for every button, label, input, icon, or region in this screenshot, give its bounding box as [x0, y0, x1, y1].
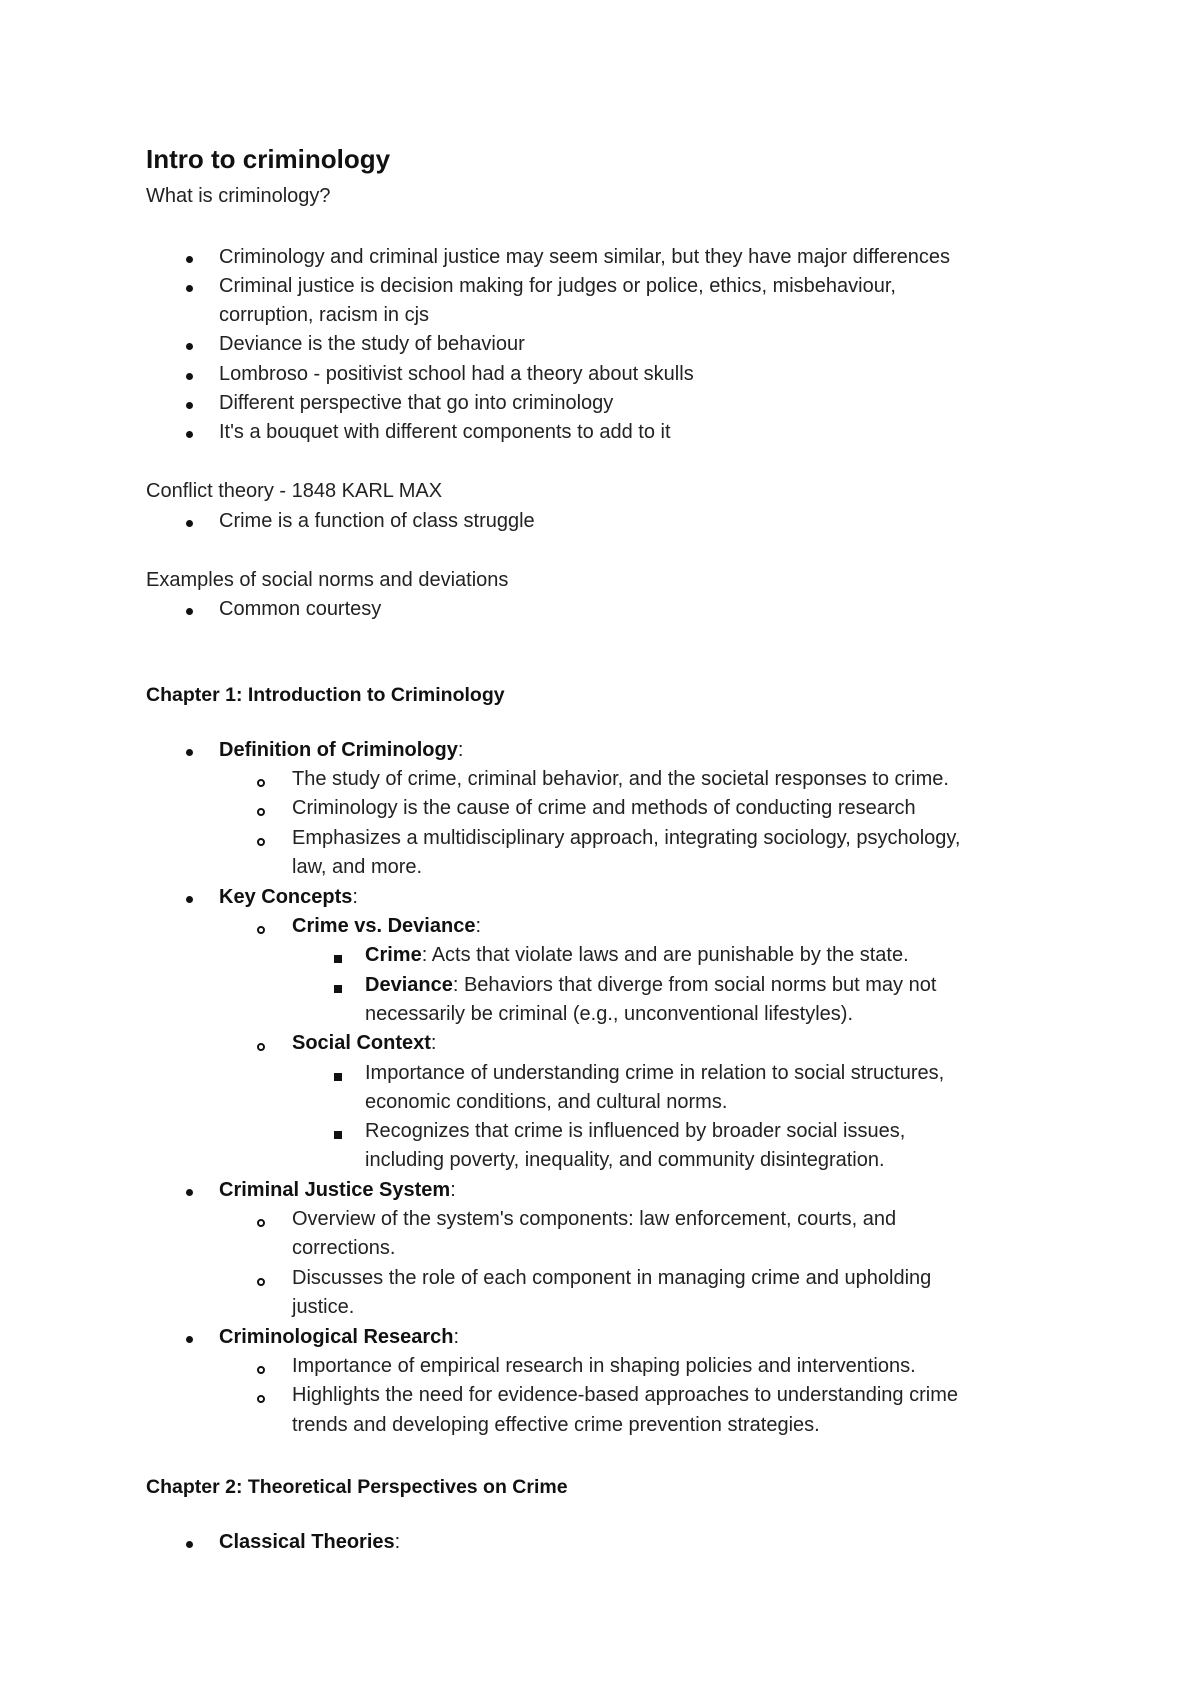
- list-item: Criminology is the cause of crime and methods of conducting research: [292, 797, 916, 819]
- bullet-circle: [257, 1219, 265, 1227]
- section-heading-conflict: Conflict theory - 1848 KARL MAX: [146, 480, 443, 502]
- list-item: Common courtesy: [219, 598, 382, 620]
- list-item: Overview of the system's components: law enforcement, courts, and: [292, 1208, 897, 1230]
- list-item: Different perspective that go into criminology: [219, 392, 614, 414]
- section-heading-norms: Examples of social norms and deviations: [146, 569, 509, 591]
- bullet-dot: [186, 520, 193, 527]
- bullet-square: [334, 1131, 342, 1139]
- bullet-dot: [186, 373, 193, 380]
- document-subtitle: What is criminology?: [146, 185, 331, 207]
- bullet-square: [334, 985, 342, 993]
- list-item-continuation: economic conditions, and cultural norms.: [365, 1091, 728, 1113]
- list-item-continuation: corrections.: [292, 1237, 396, 1259]
- list-item-continuation: justice.: [292, 1296, 355, 1318]
- list-item-continuation: law, and more.: [292, 856, 423, 878]
- list-item-research: Criminological Research:: [219, 1326, 460, 1348]
- bullet-square: [334, 955, 342, 963]
- list-item-crime: Crime: Acts that violate laws and are punishable by the state.: [365, 944, 909, 966]
- bullet-dot: [186, 402, 193, 409]
- bullet-circle: [257, 926, 265, 934]
- bullet-circle: [257, 1366, 265, 1374]
- bullet-dot: [186, 256, 193, 263]
- bullet-dot: [186, 608, 193, 615]
- list-item: Discusses the role of each component in managing crime and upholding: [292, 1267, 932, 1289]
- list-item-crime-vs-deviance: Crime vs. Deviance:: [292, 915, 481, 937]
- list-item-continuation: corruption, racism in cjs: [219, 304, 430, 326]
- list-item: It's a bouquet with different components to add to it: [219, 421, 671, 443]
- chapter-2-heading: Chapter 2: Theoretical Perspectives on Crime: [146, 1476, 568, 1498]
- bullet-circle: [257, 838, 265, 846]
- list-item: Criminal justice is decision making for judges or police, ethics, misbehaviour,: [219, 275, 896, 297]
- bullet-dot: [186, 1189, 193, 1196]
- key-concepts-label: Key Concepts: [219, 886, 353, 908]
- list-item: Deviance is the study of behaviour: [219, 333, 525, 355]
- bullet-circle: [257, 1043, 265, 1051]
- list-item: Importance of empirical research in shaping policies and interventions.: [292, 1355, 916, 1377]
- bullet-circle: [257, 1278, 265, 1286]
- bullet-square: [334, 1073, 342, 1081]
- bullet-circle: [257, 779, 265, 787]
- list-item-deviance: Deviance: Behaviors that diverge from social norms but may not: [365, 974, 937, 996]
- chapter-1-heading: Chapter 1: Introduction to Criminology: [146, 684, 505, 706]
- list-item: Recognizes that crime is influenced by broader social issues,: [365, 1120, 906, 1142]
- list-item: Highlights the need for evidence-based approaches to understanding crime: [292, 1384, 958, 1406]
- bullet-dot: [186, 749, 193, 756]
- list-item-key-concepts: Key Concepts:: [219, 886, 358, 908]
- bullet-dot: [186, 1541, 193, 1548]
- bullet-circle: [257, 1395, 265, 1403]
- bullet-dot: [186, 1336, 193, 1343]
- list-item: Importance of understanding crime in relation to social structures,: [365, 1062, 945, 1084]
- list-item: The study of crime, criminal behavior, and the societal responses to crime.: [292, 768, 949, 790]
- list-item: Emphasizes a multidisciplinary approach, integrating sociology, psychology,: [292, 827, 961, 849]
- list-item-cjs: Criminal Justice System:: [219, 1179, 456, 1201]
- bullet-dot: [186, 896, 193, 903]
- list-item: Crime is a function of class struggle: [219, 510, 535, 532]
- list-item-classical: Classical Theories:: [219, 1531, 401, 1553]
- bullet-dot: [186, 343, 193, 350]
- list-item-social-context: Social Context:: [292, 1032, 437, 1054]
- bullet-dot: [186, 285, 193, 292]
- bullet-dot: [186, 431, 193, 438]
- list-item-continuation: trends and developing effective crime prevention strategies.: [292, 1414, 820, 1436]
- list-item: Lombroso - positivist school had a theory about skulls: [219, 363, 694, 385]
- list-item-continuation: necessarily be criminal (e.g., unconventional lifestyles).: [365, 1003, 853, 1025]
- bullet-circle: [257, 808, 265, 816]
- document-title: Intro to criminology: [146, 144, 391, 174]
- list-item-definition: Definition of Criminology:: [219, 739, 464, 761]
- list-item: Criminology and criminal justice may seem similar, but they have major differences: [219, 246, 951, 268]
- list-item-continuation: including poverty, inequality, and community disintegration.: [365, 1149, 885, 1171]
- definition-label: Definition of Criminology: [219, 739, 458, 761]
